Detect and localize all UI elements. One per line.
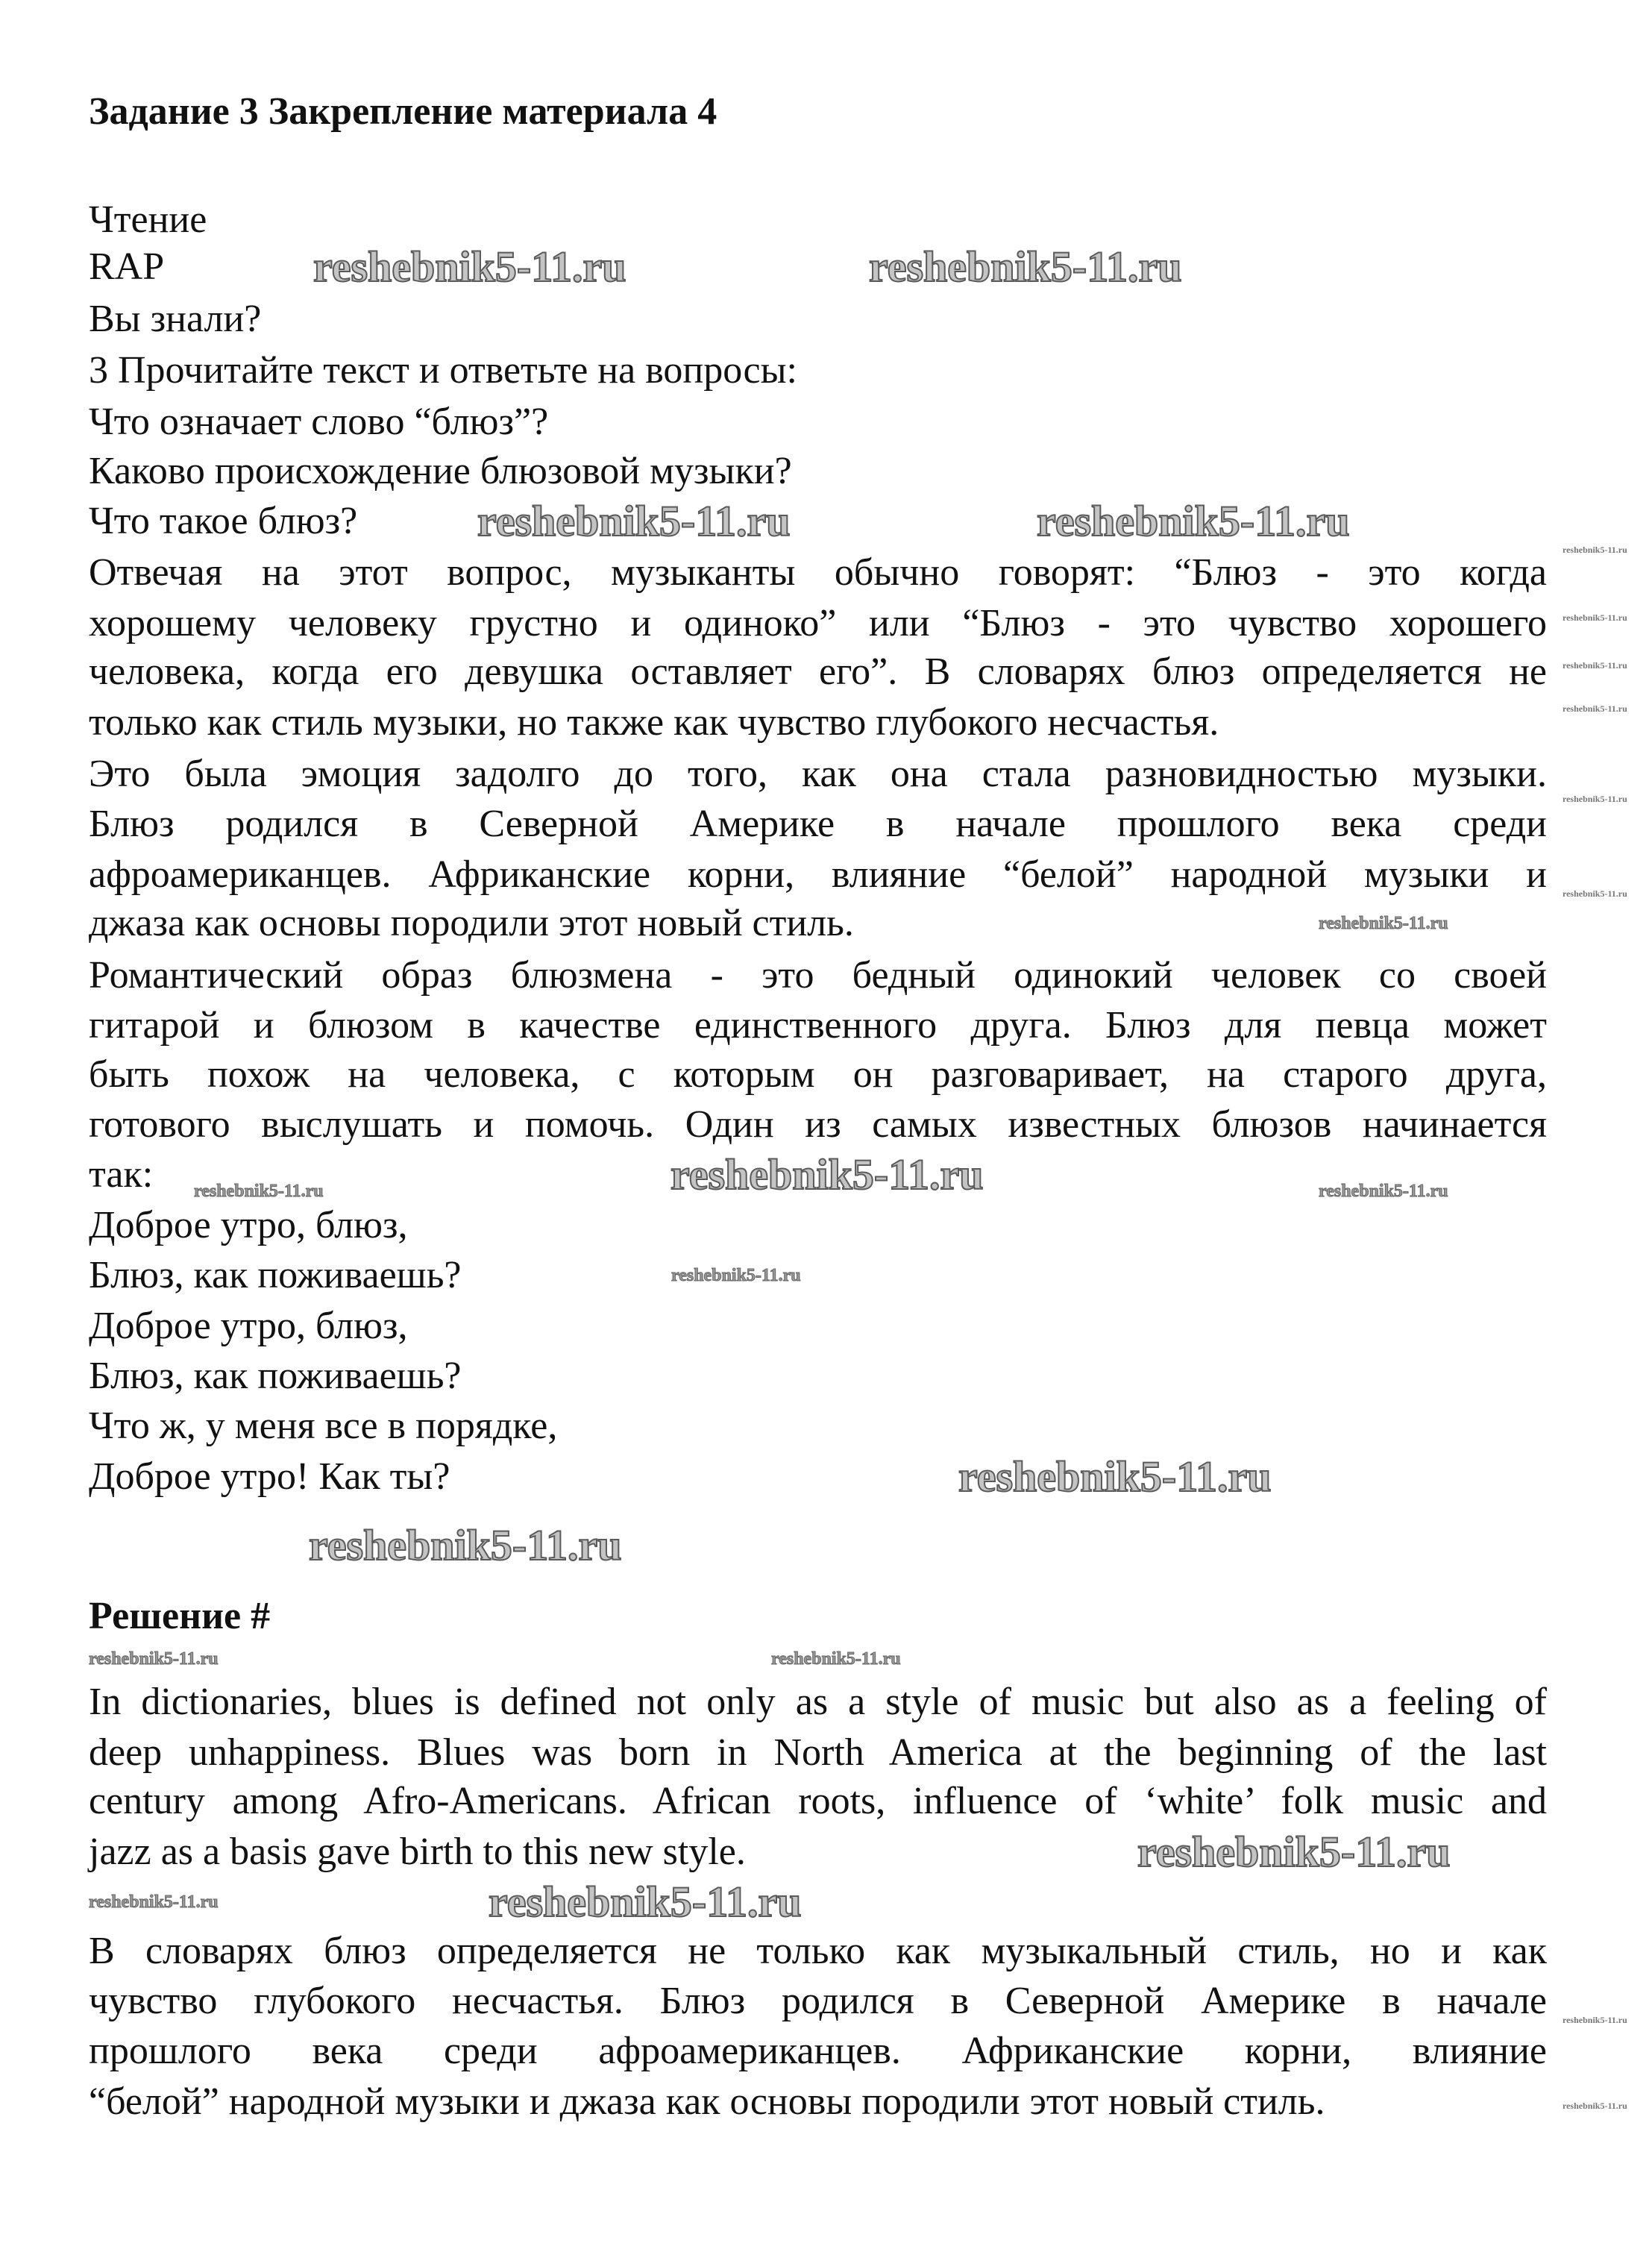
song-line: Что ж, у меня все в порядке,	[89, 1405, 558, 1447]
intro-line: Что означает слово “блюз”?	[89, 401, 549, 443]
paragraph-line: только как стиль музыки, но также как чувство глубокого несчастья.	[89, 701, 1219, 744]
paragraph-line: джаза как основы породили этот новый стиль.	[89, 902, 854, 944]
intro-line: RAP	[89, 245, 165, 288]
paragraph-line: хорошему человеку грустно и одиноко” или “Блюз - это чувство хорошего	[89, 602, 1547, 644]
answer-en-line: jazz as a basis gave birth to this new style.	[89, 1831, 746, 1873]
paragraph-line: афроамериканцев. Африканские корни, влияние “белой” народной музыки и	[89, 853, 1547, 896]
watermark: reshebnik5-11.ru	[477, 497, 791, 545]
paragraph-line: человека, когда его девушка оставляет его”. В словарях блюз определяется не	[89, 650, 1547, 693]
watermark: reshebnik5-11.ru	[313, 242, 626, 291]
watermark: reshebnik5-11.ru	[771, 1649, 901, 1669]
watermark: reshebnik5-11.ru	[1563, 2015, 1627, 2025]
watermark: reshebnik5-11.ru	[670, 1150, 984, 1199]
answer-en-line: deep unhappiness. Blues was born in North America at the beginning of the last	[89, 1731, 1547, 1774]
watermark: reshebnik5-11.ru	[1563, 703, 1627, 714]
watermark: reshebnik5-11.ru	[1563, 888, 1627, 899]
watermark: reshebnik5-11.ru	[671, 1266, 801, 1285]
paragraph-line: быть похож на человека, с которым он разговаривает, на старого друга,	[89, 1053, 1547, 1096]
answer-en-line: century among Afro-Americans. African roots, influence of ‘white’ folk music and	[89, 1780, 1547, 1822]
intro-line: Что такое блюз?	[89, 500, 358, 542]
paragraph-line: готового выслушать и помочь. Один из самых известных блюзов начинается	[89, 1103, 1547, 1146]
watermark: reshebnik5-11.ru	[1037, 497, 1350, 545]
intro-line: Каково происхождение блюзовой музыки?	[89, 450, 792, 492]
answer-en-line: In dictionaries, blues is defined not only as a style of music but also as a feeling of	[89, 1681, 1547, 1723]
song-line: Блюз, как поживаешь?	[89, 1254, 462, 1296]
song-line: Доброе утро! Как ты?	[89, 1455, 450, 1498]
solution-heading: Решение #	[89, 1595, 271, 1637]
watermark: reshebnik5-11.ru	[1563, 660, 1627, 671]
intro-line: 3 Прочитайте текст и ответьте на вопросы:	[89, 349, 797, 392]
watermark: reshebnik5-11.ru	[1563, 545, 1627, 555]
watermark: reshebnik5-11.ru	[89, 1892, 219, 1912]
watermark: reshebnik5-11.ru	[309, 1521, 622, 1569]
watermark: reshebnik5-11.ru	[1137, 1828, 1451, 1876]
answer-ru-line: чувство глубокого несчастья. Блюз родился в Северной Америке в начале	[89, 1980, 1547, 2022]
paragraph-line: гитарой и блюзом в качестве единственного друга. Блюз для певца может	[89, 1004, 1547, 1047]
paragraph-line: так:	[89, 1153, 154, 1196]
watermark: reshebnik5-11.ru	[958, 1452, 1272, 1501]
intro-line: Чтение	[89, 198, 207, 241]
watermark: reshebnik5-11.ru	[1563, 612, 1627, 623]
song-line: Доброе утро, блюз,	[89, 1204, 408, 1246]
watermark: reshebnik5-11.ru	[89, 1649, 219, 1669]
paragraph-line: Блюз родился в Северной Америке в начале прошлого века среди	[89, 803, 1547, 845]
intro-line: Вы знали?	[89, 298, 262, 340]
watermark: reshebnik5-11.ru	[194, 1182, 324, 1201]
paragraph-line: Романтический образ блюзмена - это бедный одинокий человек со своей	[89, 954, 1547, 997]
answer-ru-line: “белой” народной музыки и джаза как основы породили этот новый стиль.	[89, 2080, 1325, 2123]
watermark: reshebnik5-11.ru	[1563, 794, 1627, 804]
watermark: reshebnik5-11.ru	[1319, 914, 1448, 933]
page-title: Задание 3 Закрепление материала 4	[89, 90, 717, 133]
watermark: reshebnik5-11.ru	[489, 1877, 802, 1926]
paragraph-line: Это была эмоция задолго до того, как она стала разновидностью музыки.	[89, 753, 1547, 795]
song-line: Блюз, как поживаешь?	[89, 1355, 462, 1397]
paragraph-line: Отвечая на этот вопрос, музыканты обычно говорят: “Блюз - это когда	[89, 551, 1547, 594]
watermark: reshebnik5-11.ru	[869, 242, 1182, 291]
answer-ru-line: прошлого века среди афроамериканцев. Африканские корни, влияние	[89, 2030, 1547, 2072]
answer-ru-line: В словарях блюз определяется не только как музыкальный стиль, но и как	[89, 1930, 1547, 1972]
song-line: Доброе утро, блюз,	[89, 1305, 408, 1347]
watermark: reshebnik5-11.ru	[1563, 2101, 1627, 2111]
watermark: reshebnik5-11.ru	[1319, 1182, 1448, 1201]
